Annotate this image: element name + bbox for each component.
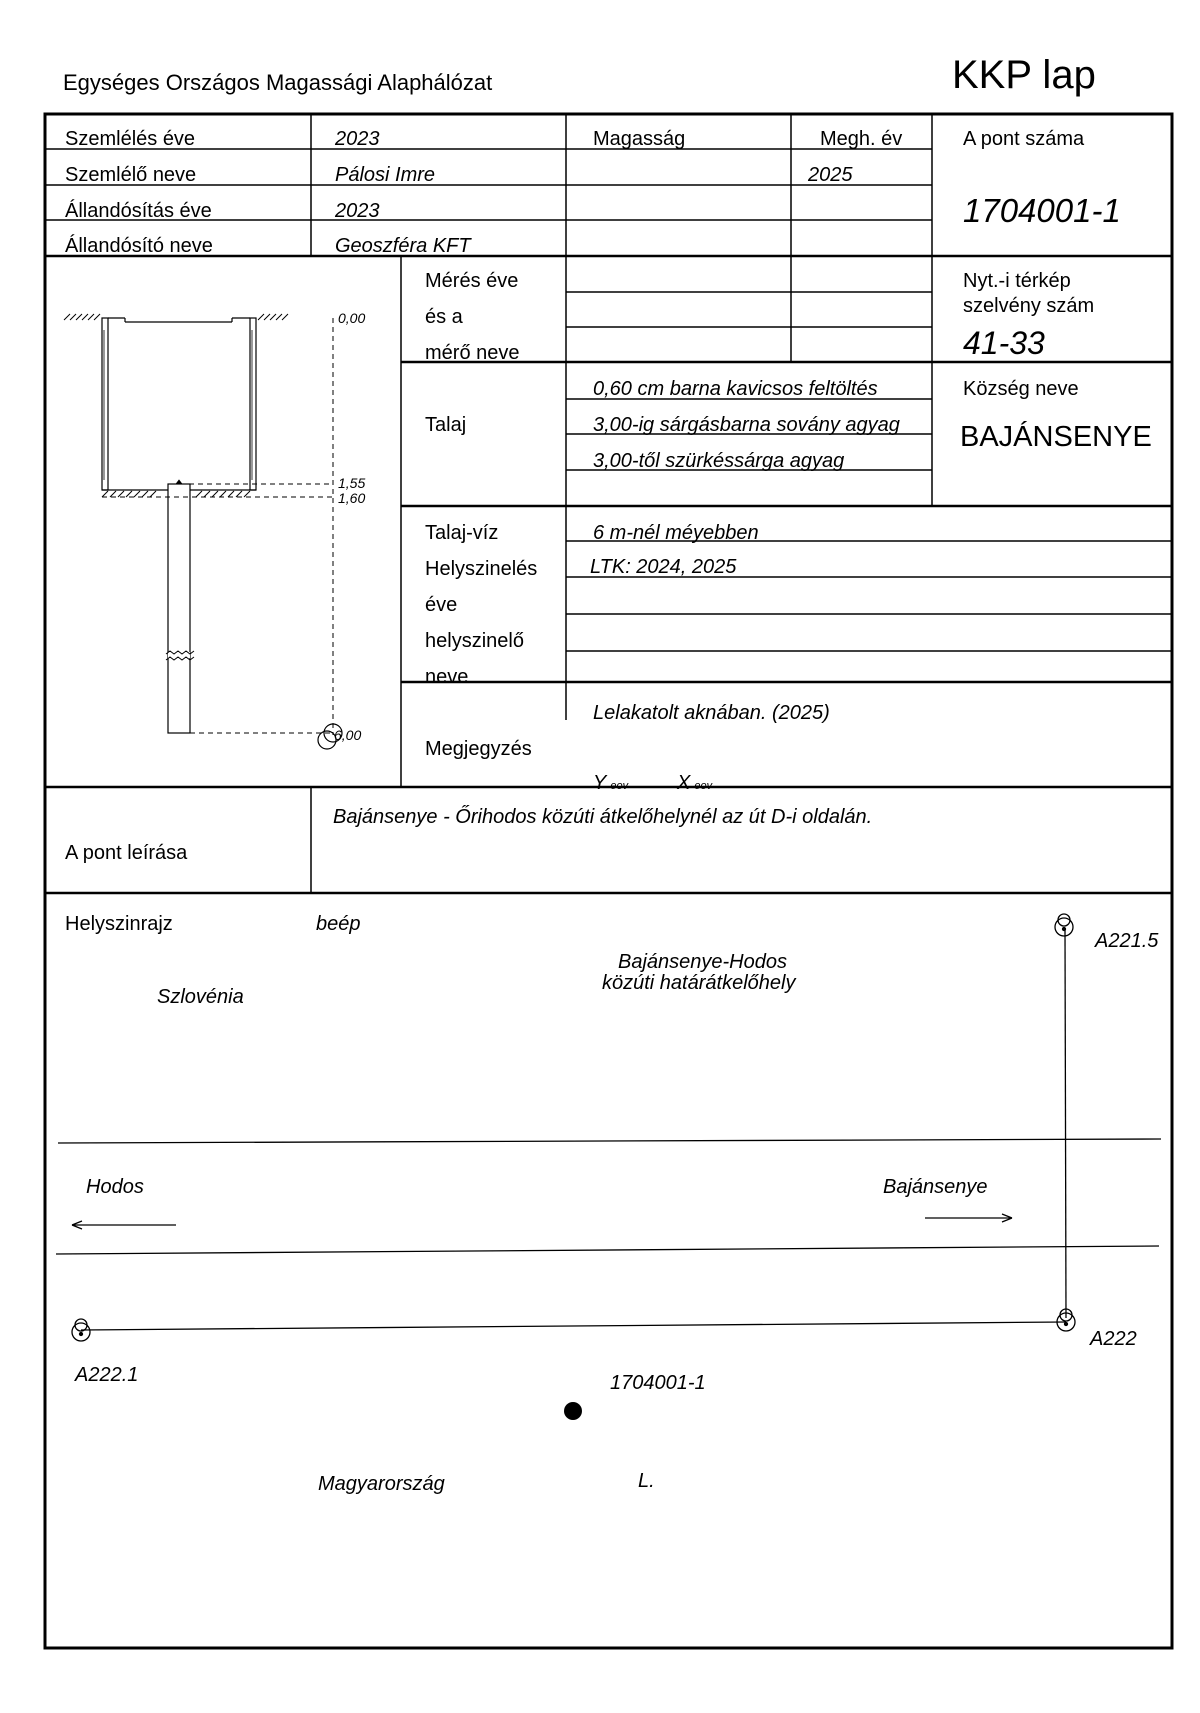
depth-b: 1,60 [338, 490, 366, 506]
y-eov-label: Yeov [593, 772, 629, 794]
site-visit-entry: LTK: 2024, 2025 [590, 556, 737, 578]
sketch-type: beép [316, 913, 361, 935]
main-point-marker [564, 1402, 582, 1420]
point-a2215-label: A221.5 [1095, 930, 1159, 952]
site-visit-label-4: neve [425, 666, 469, 688]
monumenter: Geoszféra KFT [335, 235, 471, 257]
soil-layer-2: 3,00-ig sárgásbarna sovány agyag [593, 414, 900, 436]
site-visit-label-1: Helyszinelés [425, 558, 538, 580]
network-name: Egységes Országos Magassági Alaphálózat [63, 70, 493, 95]
inspection-year-label: Szemlélés éve [65, 128, 196, 150]
depth-a: 1,55 [338, 475, 366, 491]
measurement-label-2: és a [425, 306, 463, 328]
site-visit-label-2: éve [425, 594, 458, 616]
groundwater-value: 6 m-nél méyebben [593, 522, 759, 544]
site-visit-label-3: helyszinelő [425, 630, 524, 652]
measurement-label-3: mérő neve [425, 342, 520, 364]
inspection-year: 2023 [335, 128, 380, 150]
inspector: Pálosi Imre [335, 164, 436, 186]
depth-top: 0,00 [338, 310, 366, 326]
direction-west: Hodos [86, 1176, 144, 1198]
main-point-label: 1704001-1 [610, 1372, 706, 1394]
country-south: Magyarország [318, 1473, 445, 1495]
benchmark-diagram [64, 314, 342, 749]
l-mark: L. [638, 1470, 655, 1492]
country-north: Szlovénia [157, 986, 244, 1008]
point-a222-label: A222 [1090, 1328, 1137, 1350]
monument-year-label: Állandósítás éve [65, 200, 212, 222]
map-sheet: 41-33 [963, 325, 1045, 361]
determined-year-label: Megh. év [820, 128, 903, 150]
inspector-label: Szemlélő neve [65, 164, 197, 186]
sheet-title: KKP lap [952, 53, 1096, 97]
soil-label: Talaj [425, 414, 467, 436]
description-label: A pont leírása [65, 842, 188, 864]
sketch-label: Helyszinrajz [65, 913, 173, 935]
description-text: Bajánsenye - Őrihodos közúti átkelőhelynél az út D-i oldalán. [333, 806, 873, 828]
measurement-label-1: Mérés éve [425, 270, 519, 292]
municipality-label: Község neve [963, 378, 1079, 400]
determined-year: 2025 [808, 164, 853, 186]
remark-label: Megjegyzés [425, 738, 532, 760]
depth-bottom: 6,00 [334, 727, 362, 743]
height-label: Magasság [593, 128, 686, 150]
benchmark-symbol-a2215 [1055, 914, 1073, 936]
direction-east: Bajánsenye [883, 1176, 988, 1198]
monument-year: 2023 [335, 200, 380, 222]
municipality: BAJÁNSENYE [960, 421, 1152, 453]
point-number: 1704001-1 [963, 192, 1121, 229]
soil-layer-1: 0,60 cm barna kavicsos feltöltés [593, 378, 878, 400]
point-a2221-label: A222.1 [75, 1364, 139, 1386]
monumenter-label: Állandósító neve [65, 235, 213, 257]
border-crossing-line1: Bajánsenye-Hodos [618, 951, 787, 973]
map-sheet-label-2: szelvény szám [963, 295, 1095, 317]
border-crossing-line2: közúti határátkelőhely [602, 972, 796, 994]
soil-layer-3: 3,00-től szürkéssárga agyag [593, 450, 845, 472]
groundwater-label: Talaj-víz [425, 522, 499, 544]
point-number-label: A pont száma [963, 128, 1085, 150]
remark-text: Lelakatolt aknában. (2025) [593, 702, 830, 724]
map-sheet-label-1: Nyt.-i térkép [963, 270, 1071, 292]
x-eov-label: Xeov [677, 772, 713, 794]
